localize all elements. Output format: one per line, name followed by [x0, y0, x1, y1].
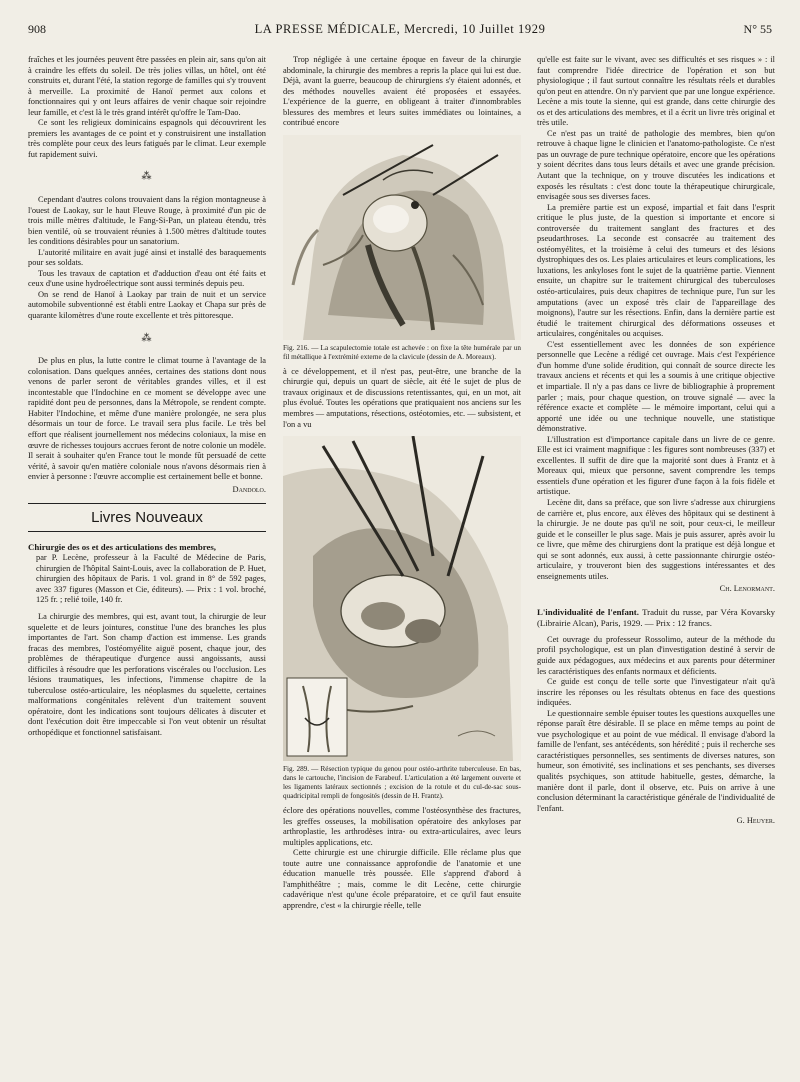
- review-title: [537, 607, 775, 629]
- figure-caption: Fig. 216. — La scapulectomie totale est achevée : on fixe la tête humérale par un fil métallique à l'extrémité externe de la clavicule (dessin de A. Moreaux).: [283, 343, 521, 361]
- page-number: 908: [28, 22, 46, 36]
- review-title-text: L'individualité de l'enfant.: [537, 606, 639, 617]
- paragraph: Ce guide est conçu de telle sorte que l'investigateur n'ait qu'à inscrire les réponses ou les résultats obtenus en face des questions indiquées.: [537, 677, 775, 708]
- section-separator: ⁂: [141, 332, 153, 344]
- paragraph: qu'elle est faite sur le vivant, avec ses difficultés et ses risques » : il faut comprendre l'idée directrice de l'opération et son but physiologique ; il faut surtout connaître les résultats réels et durables qu'on peut en attendre. On n'y parvient que par une longue expérience. Lecène a mis toute la sienne, qui est grande, dans cette chirurgie des os et des articulations des membres, et il a écrit un livre très original et très utile.: [537, 55, 775, 128]
- paragraph: L'autorité militaire en avait jugé ainsi et installé des baraquements pour ses soldats.: [28, 247, 266, 268]
- paragraph: Ce sont les religieux dominicains espagnols qui découvrirent les premiers les avantages de ce point et y construisirent une installation très complète pour ceux des leurs fatigués par le climat. Leur exemple fut rapidement suivi.: [28, 118, 266, 159]
- paragraph: éclore des opérations nouvelles, comme l'ostéosynthèse des fractures, les greffes osseuses, la mobilisation opératoire des ankyloses par arthroplastie, les arthrodèses intra- ou extra-articulaires, avec leurs multiples applications, etc.: [283, 806, 521, 847]
- scapulectomy-illustration: [283, 135, 521, 340]
- paragraph: La première partie est un exposé, impartial et fait dans l'esprit critique le plus juste, de la question si importante et encore si controversée du traitement sanglant des fractures et des pseudarthroses. La seconde est consacrée au traitement des ostéomyélites, et la troisième à celui des tumeurs et des lésions dystrophiques des os. Les plaies articulaires et leurs complications, les luxations, les ankyloses font le sujet de la quatrième partie. Viennent ensuite, un chapitre sur le traitement chirurgical des tuberculoses ostéo-articulaires, puis deux chapitres de technique pure, l'un sur les amputations (avec un exposé très clair de l'appareillage des moignons), l'autre sur les résections. Enfin, dans la dernière partie est étudié le traitement chirurgical des déformations osseuses et articulaires, congénitales ou acquises.: [537, 202, 775, 339]
- masthead-title: LA PRESSE MÉDICALE, Mercredi, 10 Juillet 1929: [254, 22, 546, 36]
- paragraph: C'est essentiellement avec les données de son expérience personnelle que Lecène a rédigé cet ouvrage. Mais c'est l'expérience d'un homme d'une solide érudition, qui connaît de source directe les travaux anciens et récents et qui les a soumis à une critique objective et impartiale. Il n'y a pas dans ce livre de bibliographie à proprement parler ; mais, pour chaque question, on trouve signalé — avec la référence exacte et complète — le mémoire important, celui qui a apporté une idée ou une technique nouvelle, une statistique démonstrative.: [537, 339, 775, 434]
- column-3: [537, 55, 775, 833]
- column-1: [28, 55, 266, 739]
- section-heading: Livres Nouveaux: [28, 503, 266, 532]
- paragraph: De plus en plus, la lutte contre le climat tourne à l'avantage de la colonisation. Dans quelques années, certaines des stations dont nous venons de parler seront de véritables grandes villes, et il est incontestable que l'Indochine en ce moment se développe avec une rapidité dont peu de personnes, dans la Métropole, se rendent compte. Habiter l'Indochine, et même d'une manière prolongée, ne sera plus désormais un tour de force. Le travail sera plus facile. Le très bel effort que réalisent journellement nos médecins coloniaux, la mise en œuvre de richesses toujours accrues feront de notre colonie un modèle. Il serait à souhaiter qu'en France tout le monde fût persuadé de cette vérité, à savoir qu'en matière coloniale nous n'avons désormais rien à envier à personne : l'œuvre accomplie est certainement belle et bonne.: [28, 356, 266, 482]
- author-signature: Dandolo.: [232, 484, 266, 494]
- paragraph: Trop négligée à une certaine époque en faveur de la chirurgie abdominale, la chirurgie des membres a repris la place qui lui est due. Déjà, avant la guerre, beaucoup de chirurgiens s'y étaient adonnés, et des méthodes nouvelles avaient été proposées et essayées. L'expérience de la guerre, en obligeant à traiter d'innombrables blessures des membres et leurs suites immédiates ou lointaines, a contribué encore: [283, 55, 521, 128]
- section-separator: ⁂: [141, 171, 153, 183]
- page-header: [28, 22, 772, 42]
- paragraph: On se rend de Hanoï à Laokay par train de nuit et un service automobile subventionné est établi entre Laokay et Chapa sur près de quarante kilomètres d'une route excellente et très pittoresque.: [28, 289, 266, 321]
- paragraph: Le questionnaire semble épuiser toutes les questions auxquelles une réponse paraît être désirable. Il se place en même temps au point de vue psychologique et au point de vue médical. Il envisage d'abord la famille de l'enfant, ses antécédents, son hérédité ; puis il recherche ses caractéristiques personnelles, ses sentiments de diverses natures, son humeur, son émotivité, ses inclinations et ses penchants, ses diverses qualités psychiques, son attitude habituelle, gestes, démarche, la manière dont il parle, dont il observe, etc. Puis on arrive à une conclusion déterminant la caractéristique générale de l'individualité de l'enfant.: [537, 708, 775, 813]
- author-signature: Ch. Lenormant.: [719, 584, 775, 594]
- paragraph: La chirurgie des membres, qui est, avant tout, la chirurgie de leur squelette et de leurs jointures, constitue l'une des branches les plus importantes de l'art. Son champ d'action est immense. Les grands fracas des membres, l'ostéomyélite aiguë posent, chaque jour, des problèmes de thérapeutique d'urgence aussi angoissants, aussi difficiles à résoudre que les perforations viscérales ou l'occlusion. Les lésions traumatiques, les infections, l'immense chapitre de la tuberculose ostéo-articulaire, les néoplasmes du squelette, certaines malformations congénitales relèvent d'un traitement souvent opératoire, dont les indications sont toujours délicates à discuter et dont l'exécution doit être impeccable si l'on veut obtenir un résultat orthopédique et fonctionnel satisfaisant.: [28, 611, 266, 737]
- author-signature: G. Heuyer.: [736, 816, 775, 826]
- figure-216: [283, 135, 521, 340]
- paragraph: L'illustration est d'importance capitale dans un livre de ce genre. Elle est ici vraiment magnifique : les figures sont nombreuses (337) et excellentes. Il suffit de dire que la majorité sont dues à Frantz et à Moreaux qui, mieux que personne, savent comprendre les temps essentiels d'une opération et les figurer d'une façon à la fois fidèle et artistique.: [537, 434, 775, 497]
- paragraph: fraîches et les journées peuvent être passées en plein air, sans qu'on ait à craindre les effets du soleil. De très jolies villas, un hôtel, ont été construits et, durant l'été, la station regorge de familles qui s'y trouvent à merveille. La proximité de Hanoï permet aux colons et fonctionnaires qui y ont leurs affaires de venir chaque soir rejoindre leur famille, et c'est là le très grand intérêt qu'offre le Tam-Dao.: [28, 55, 266, 117]
- paragraph: à ce développement, et il n'est pas, peut-être, une branche de la chirurgie qui, depuis un quart de siècle, ait été le sujet de plus de travaux originaux et de discussions retentissantes, qui, en un mot, ait plus évolué. Toutes les opérations que pratiquaient nos anciens sur les membres — amputations, résections, ostéotomies, etc. — subsistent, et l'on a vu: [283, 366, 521, 429]
- figure-caption: Fig. 289. — Résection typique du genou pour ostéo-arthrite tuberculeuse. En bas, dans le cartouche, l'incision de Farabeuf. L'articulation a été largement ouverte et les ligaments latéraux sectionnés ; excision de la rotule et du cul-de-sac sous-quadricipital rempli de fongosités (dessin de H. Frantz).: [283, 765, 521, 801]
- figure-289: [283, 436, 521, 761]
- paragraph: Cette chirurgie est une chirurgie difficile. Elle réclame plus que toute autre une connaissance approfondie de l'anatomie et une éducation manuelle très poussée. Elle s'apprend d'abord à l'amphithéâtre ; mais, comme le dit Lecène, cette chirurgie cadavérique n'est qu'une école préparatoire, et ce qu'il faut ensuite apprendre, c'est « la chirurgie réelle, telle: [283, 848, 521, 911]
- paragraph: Cependant d'autres colons trouvaient dans la région montagneuse à l'ouest de Laokay, sur le haut Fleuve Rouge, à proximité d'un pic de trois mille mètres d'altitude, le Fang-Si-Pan, un plateau étendu, très bien ventilé, où se trouvaient réunies à 1.500 mètres d'altitude toutes les conditions désirables pour un sanatorium.: [28, 195, 266, 247]
- review-title: Chirurgie des os et des articulations des membres,: [28, 542, 216, 553]
- review-bibliography: Traduit du russe, par Véra Kovarsky (Librairie Alcan), Paris, 1929. — Prix : 12 francs.: [537, 606, 776, 628]
- paragraph: Tous les travaux de captation et d'adduction d'eau ont été faits et ceux d'une usine hydroélectrique sont aussi terminés depuis peu.: [28, 268, 266, 289]
- knee-resection-illustration: [283, 436, 521, 761]
- paragraph: Ce n'est pas un traité de pathologie des membres, bien qu'on retrouve à chaque ligne le clinicien et l'anatomo-pathologiste. Ce n'est pas un ouvrage de pure technique opératoire, encore que les opérations y soient décrites dans tous leurs détails et avec une grande précision. Autant que la technique, on y trouve discutées les indications et exposés les résultats : c'est donc toute la thérapeutique chirurgicale, envisagée sous ses diverses faces.: [537, 128, 775, 202]
- paragraph: Cet ouvrage du professeur Rossolimo, auteur de la méthode du profil psychologique, est un plan d'investigation destiné à servir de guide aux pédagogues, aux médecins et aux parents pour déterminer les caractéristiques des enfants normaux et déficients.: [537, 634, 775, 676]
- review-bibliography: par P. Lecène, professeur à la Faculté de Médecine de Paris, chirurgien de l'hôpital Saint-Louis, avec la collaboration de P. Huet, chirurgien des hôpitaux de Paris. 1 vol. grand in 8° de 592 pages, avec 337 figures (Masson et Cie, éditeurs). — Prix : 1 vol. broché, 125 fr. ; relié toile, 140 fr.: [36, 553, 266, 605]
- paragraph: Lecène dit, dans sa préface, que son livre s'adresse aux chirurgiens de carrière et, plus encore, aux élèves des hôpitaux qui se destinent à la chirurgie. Je ne doute pas qu'il ne soit, pour ceux-ci, le meilleur guide et le conseiller le plus sage. Mais je puis assurer, après avoir lu ce livre, que même des chirurgiens dont la pratique est déjà longue et qui se sont adonnés, eux aussi, à cette passionnante chirurgie ostéo-articulaire, y trouveront bien des suggestions intéressantes et des enseignements utiles.: [537, 497, 775, 581]
- column-2: [283, 55, 521, 912]
- issue-number: N° 55: [743, 22, 772, 36]
